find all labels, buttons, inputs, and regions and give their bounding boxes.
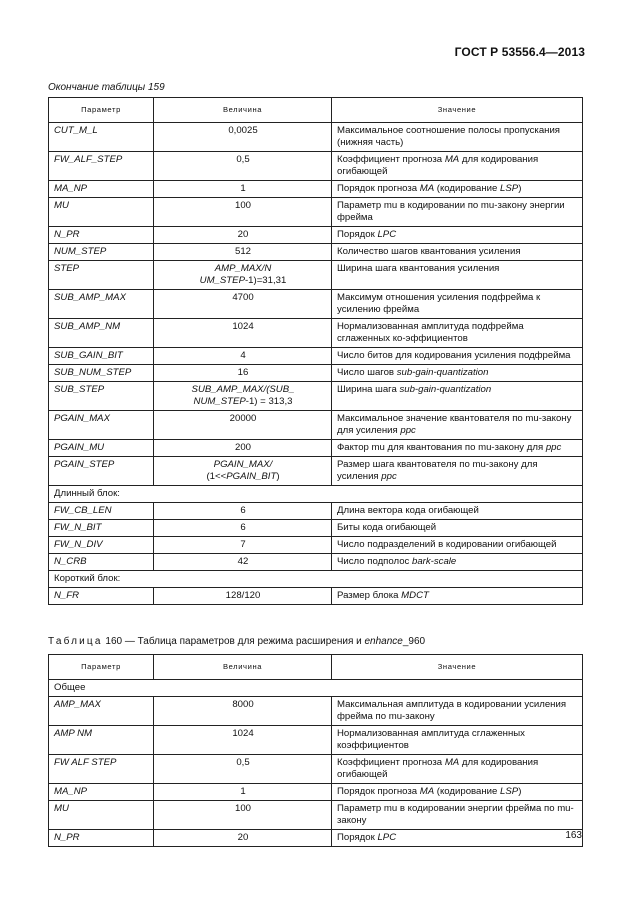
description-cell: [332, 261, 583, 290]
description-text: (кодирование: [434, 183, 501, 194]
table-row: [49, 198, 583, 227]
section-row: [49, 680, 583, 697]
section-label-short-block: Короткий блок:: [49, 571, 583, 588]
description-text: Максимальное значение квантователя по mu-закону для усиления: [337, 413, 572, 436]
value-text: 20000: [229, 413, 257, 424]
description-term: MA: [419, 786, 435, 797]
description-cell: [332, 520, 583, 537]
description-cell: [332, 588, 583, 605]
table-row: [49, 697, 583, 726]
description-text: Ширина шага: [337, 384, 400, 395]
description-cell: [332, 382, 583, 411]
description-cell: [332, 411, 583, 440]
description-cell: [332, 365, 583, 382]
description-text: для кодирования огибающей: [337, 757, 539, 780]
column-header-parameter: Параметр: [49, 98, 154, 123]
table-row: [49, 440, 583, 457]
description-text: Коэффициент прогноза: [337, 154, 445, 165]
table-row: [49, 801, 583, 830]
description-text: ): [518, 786, 522, 797]
description-term: LSP: [500, 183, 519, 194]
parameter-cell: MU: [49, 198, 154, 227]
parameter-cell: MA_NP: [49, 181, 154, 198]
parameter-cell: MA_NP: [49, 784, 154, 801]
description-cell: [332, 537, 583, 554]
parameter-cell: FW_CB_LEN: [49, 503, 154, 520]
value-cell: [154, 123, 332, 152]
table-row: [49, 319, 583, 348]
table-row: [49, 726, 583, 755]
value-cell: [154, 830, 332, 847]
description-text: Нормализованная амплитуда сглаженных коэффициентов: [337, 728, 525, 751]
table-row: [49, 261, 583, 290]
value-text: 4700: [232, 292, 254, 303]
value-cell: [154, 755, 332, 784]
parameter-cell: NUM_STEP: [49, 244, 154, 261]
description-term: bark-scale: [412, 556, 457, 567]
description-text: Размер блока: [337, 590, 402, 601]
description-text: Коэффициент прогноза: [337, 757, 445, 768]
value-cell: [154, 365, 332, 382]
parameter-cell: STEP: [49, 261, 154, 290]
description-cell: [332, 123, 583, 152]
value-cell: [154, 198, 332, 227]
parameter-cell: AMP_MAX: [49, 697, 154, 726]
caption-suffix: _960: [402, 636, 426, 647]
column-header-meaning: Значение: [332, 655, 583, 680]
value-text: (1<<: [206, 471, 227, 482]
parameter-cell: SUB_GAIN_BIT: [49, 348, 154, 365]
parameter-cell: N_FR: [49, 588, 154, 605]
description-text: для кодирования огибающей: [337, 154, 539, 177]
value-cell: [154, 411, 332, 440]
parameter-cell: FW ALF STEP: [49, 755, 154, 784]
description-term: MDCT: [401, 590, 429, 601]
description-text: Фактор mu для квантования по mu-закону для: [337, 442, 546, 453]
value-cell: [154, 152, 332, 181]
description-cell: [332, 457, 583, 486]
table-row: [49, 181, 583, 198]
description-cell: [332, 244, 583, 261]
value-text: 1: [240, 183, 246, 194]
description-cell: [332, 181, 583, 198]
table-header-row: [49, 98, 583, 123]
value-cell: [154, 697, 332, 726]
value-text: ): [276, 471, 280, 482]
value-cell: [154, 261, 332, 290]
description-cell: [332, 290, 583, 319]
description-term: MA: [444, 757, 460, 768]
table-row: [49, 365, 583, 382]
value-cell: [154, 503, 332, 520]
value-cell: [154, 382, 332, 411]
description-text: Порядок: [337, 229, 378, 240]
description-term: ppc: [381, 471, 397, 482]
table-row: [49, 554, 583, 571]
table-row: [49, 537, 583, 554]
value-cell: [154, 181, 332, 198]
table-row: [49, 152, 583, 181]
section-row: [49, 486, 583, 503]
value-text: UM_STEP: [199, 275, 245, 286]
description-term: sub-gain-quantization: [396, 367, 489, 378]
table-row: [49, 588, 583, 605]
value-text: 1: [240, 786, 246, 797]
value-text: PGAIN_BIT: [226, 471, 277, 482]
value-text: 20: [237, 229, 249, 240]
description-cell: [332, 801, 583, 830]
description-text: Параметр mu в кодировании по mu-закону энергии фрейма: [337, 200, 565, 223]
value-text: 0,5: [236, 154, 250, 165]
description-term: sub-gain-quantization: [399, 384, 492, 395]
value-text: 1024: [232, 728, 254, 739]
description-text: Число подполос: [337, 556, 412, 567]
description-cell: [332, 152, 583, 181]
column-header-meaning: Значение: [332, 98, 583, 123]
value-text: 100: [234, 200, 251, 211]
value-text: 0,5: [236, 757, 250, 768]
table-row: [49, 227, 583, 244]
description-cell: [332, 726, 583, 755]
value-text: 4: [240, 350, 246, 361]
description-cell: [332, 554, 583, 571]
parameter-cell: N_CRB: [49, 554, 154, 571]
table-row: [49, 457, 583, 486]
description-term: LSP: [500, 786, 519, 797]
value-text: 1024: [232, 321, 254, 332]
description-cell: [332, 227, 583, 244]
description-text: Биты кода огибающей: [337, 522, 437, 533]
description-text: Число битов для кодирования усиления подфрейма: [337, 350, 571, 361]
description-text: Максимум отношения усиления подфрейма к усилению фрейма: [337, 292, 541, 315]
description-text: Максимальное соотношение полосы пропускания (нижняя часть): [337, 125, 561, 148]
value-text: SUB_AMP_MAX/(SUB_: [191, 384, 295, 395]
description-cell: [332, 319, 583, 348]
description-text: ): [518, 183, 522, 194]
table-row: [49, 290, 583, 319]
table-row: [49, 755, 583, 784]
description-term: ppc: [400, 425, 416, 436]
caption-title: 160 — Таблица параметров для режима расширения и: [102, 636, 365, 647]
section-label-general: Общее: [49, 680, 583, 697]
parameter-cell: PGAIN_MU: [49, 440, 154, 457]
table-row: [49, 520, 583, 537]
caption-word-table: Таблица: [48, 636, 103, 647]
column-header-value: Величина: [154, 98, 332, 123]
table-row: [49, 382, 583, 411]
description-cell: [332, 755, 583, 784]
parameter-cell: SUB_NUM_STEP: [49, 365, 154, 382]
table-row: [49, 411, 583, 440]
value-cell: [154, 520, 332, 537]
description-text: Размер шага квантователя по mu-закону для усиления: [337, 459, 538, 482]
value-cell: [154, 319, 332, 348]
value-cell: [154, 537, 332, 554]
value-text: NUM_STEP: [193, 396, 246, 407]
description-term: ppc: [545, 442, 562, 453]
value-text: 512: [234, 246, 251, 257]
parameter-cell: FW_ALF_STEP: [49, 152, 154, 181]
description-text: Порядок прогноза: [337, 786, 420, 797]
parameter-cell: N_PR: [49, 227, 154, 244]
value-text: AMP_MAX/N: [214, 263, 272, 274]
table-header-row: [49, 655, 583, 680]
table-row: [49, 503, 583, 520]
description-term: LPC: [377, 229, 397, 240]
value-cell: [154, 588, 332, 605]
description-text: Параметр mu в кодировании энергии фрейма по mu-закону: [337, 803, 574, 826]
value-cell: [154, 348, 332, 365]
value-cell: [154, 244, 332, 261]
description-text: Число шагов: [337, 367, 397, 378]
table-160: [48, 654, 583, 847]
description-cell: [332, 830, 583, 847]
description-cell: [332, 348, 583, 365]
column-header-value: Величина: [154, 655, 332, 680]
description-text: Длина вектора кода огибающей: [337, 505, 479, 516]
caption-italic-term: enhance: [364, 636, 403, 647]
value-text: 100: [234, 803, 251, 814]
parameter-cell: SUB_STEP: [49, 382, 154, 411]
parameter-cell: SUB_AMP_NM: [49, 319, 154, 348]
description-text: Нормализованная амплитуда подфрейма сглаженных ко-эффициентов: [337, 321, 524, 344]
description-cell: [332, 198, 583, 227]
description-term: MA: [444, 154, 460, 165]
value-text: 0,0025: [228, 125, 258, 136]
description-cell: [332, 697, 583, 726]
description-text: Число подразделений в кодировании огибающей: [337, 539, 557, 550]
parameter-cell: AMP NM: [49, 726, 154, 755]
page-number: 163: [565, 830, 582, 841]
parameter-cell: N_PR: [49, 830, 154, 847]
description-text: Максимальная амплитуда в кодировании усиления фрейма по mu-закону: [337, 699, 567, 722]
value-text: 6: [240, 522, 246, 533]
description-text: (кодирование: [434, 786, 501, 797]
description-text: Порядок: [337, 832, 378, 843]
table-159: [48, 97, 583, 605]
table-row: [49, 784, 583, 801]
value-cell: [154, 784, 332, 801]
description-cell: [332, 440, 583, 457]
description-cell: [332, 784, 583, 801]
value-text: 6: [240, 505, 246, 516]
table-row: [49, 244, 583, 261]
value-text: 42: [237, 556, 249, 567]
section-label-long-block: Длинный блок:: [49, 486, 583, 503]
value-cell: [154, 457, 332, 486]
parameter-cell: PGAIN_MAX: [49, 411, 154, 440]
parameter-cell: SUB_AMP_MAX: [49, 290, 154, 319]
parameter-cell: MU: [49, 801, 154, 830]
value-text: 8000: [232, 699, 254, 710]
value-cell: [154, 227, 332, 244]
document-header: ГОСТ Р 53556.4—2013: [454, 45, 585, 59]
value-text: PGAIN_MAX/: [213, 459, 273, 470]
parameter-cell: FW_N_BIT: [49, 520, 154, 537]
parameter-cell: PGAIN_STEP: [49, 457, 154, 486]
description-text: Количество шагов квантования усиления: [337, 246, 521, 257]
description-text: Порядок прогноза: [337, 183, 420, 194]
value-text: 16: [237, 367, 249, 378]
table-row: [49, 348, 583, 365]
value-text: -1) = 313,3: [245, 396, 293, 407]
description-cell: [332, 503, 583, 520]
value-cell: [154, 440, 332, 457]
value-cell: [154, 554, 332, 571]
value-text: 200: [234, 442, 251, 453]
description-term: MA: [419, 183, 435, 194]
value-text: 7: [240, 539, 246, 550]
table-row: [49, 830, 583, 847]
value-text: -1)=31,31: [244, 275, 287, 286]
value-cell: [154, 801, 332, 830]
parameter-cell: FW_N_DIV: [49, 537, 154, 554]
value-cell: [154, 726, 332, 755]
value-text: 20: [237, 832, 249, 843]
table-160-caption: [48, 636, 425, 647]
section-row: [49, 571, 583, 588]
table-159-caption: Окончание таблицы 159: [48, 82, 165, 93]
table-row: [49, 123, 583, 152]
description-text: Ширина шага квантования усиления: [337, 263, 500, 274]
value-cell: [154, 290, 332, 319]
column-header-parameter: Параметр: [49, 655, 154, 680]
value-text: 128/120: [225, 590, 261, 601]
description-term: LPC: [377, 832, 397, 843]
parameter-cell: CUT_M_L: [49, 123, 154, 152]
